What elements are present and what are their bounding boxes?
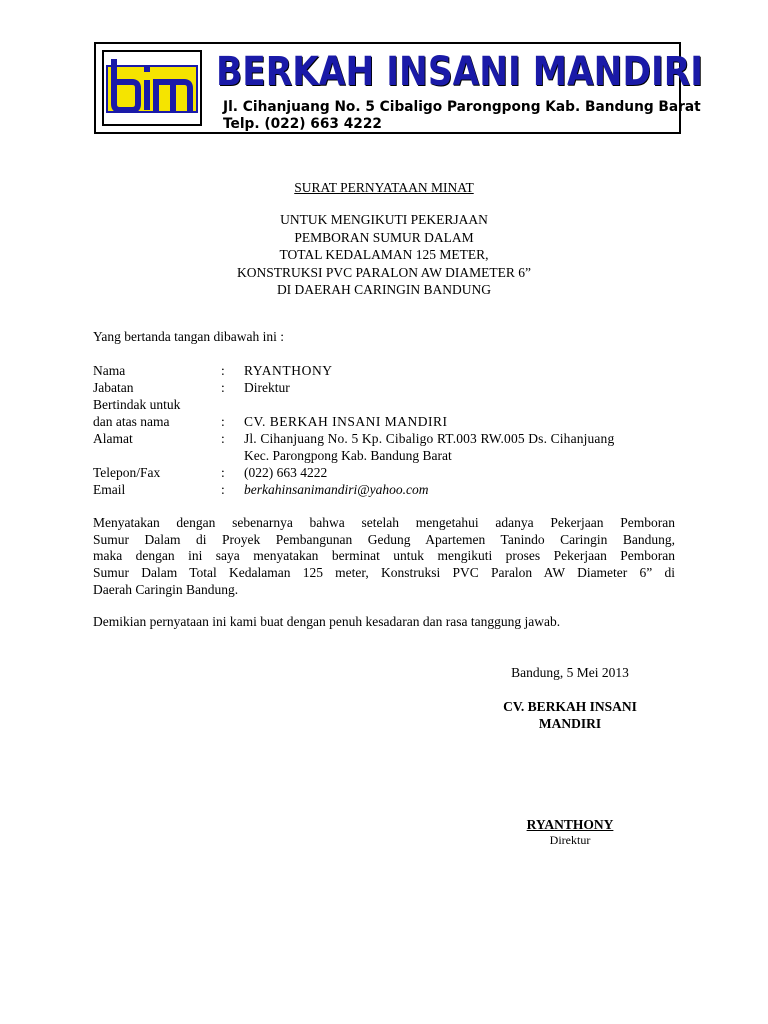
place-date: Bandung, 5 Mei 2013 <box>511 665 629 680</box>
subtitle-line: KONSTRUKSI PVC PARALON AW DIAMETER 6” <box>236 264 532 280</box>
signatory-name: RYANTHONY <box>526 817 614 832</box>
closing-text: Demikian pernyataan ini kami buat dengan penuh kesadaran dan rasa tanggung jawab. <box>93 614 561 629</box>
field-separator: : <box>221 414 225 429</box>
company-name: BERKAH INSANI MANDIRI <box>216 49 704 95</box>
jabatan-label: Jabatan <box>93 380 134 395</box>
bertindak-label: Bertindak untuk <box>93 397 181 412</box>
bim-logo-icon <box>104 52 200 124</box>
signatory-title: Direktur <box>549 833 591 847</box>
field-separator: : <box>221 465 225 480</box>
subtitle-line: TOTAL KEDALAMAN 125 METER, <box>279 247 489 262</box>
intro-text: Yang bertanda tangan dibawah ini : <box>93 329 284 344</box>
nama-label: Nama <box>93 363 126 378</box>
company-address: Jl. Cihanjuang No. 5 Cibaligo Parongpong Kab. Bandung Barat <box>223 99 701 115</box>
letter-title: SURAT PERNYATAAN MINAT <box>294 180 474 195</box>
subtitle-line: UNTUK MENGIKUTI PEKERJAAN <box>280 212 488 227</box>
email-label: Email <box>93 482 126 497</box>
letter-subtitle <box>0 211 768 299</box>
alamat-value: Kec. Parongpong Kab. Bandung Barat <box>244 448 452 463</box>
paragraph-line: Daerah Caringin Bandung. <box>93 581 239 597</box>
paragraph-line: maka dengan ini saya menyatakan berminat untuk mengikuti proses Pekerjaan Pemboran <box>93 548 675 564</box>
paragraph-line: Menyatakan dengan sebenarnya bahwa setelah mengetahui adanya Pekerjaan Pemboran <box>93 515 675 530</box>
nama-value: RYANTHONY <box>244 363 333 378</box>
email-value: berkahinsanimandiri@yahoo.com <box>244 482 429 497</box>
telepon-value: (022) 663 4222 <box>244 465 328 480</box>
alamat-label: Alamat <box>93 431 133 446</box>
signature-company-line: MANDIRI <box>538 716 602 731</box>
company-phone: Telp. (022) 663 4222 <box>223 116 382 132</box>
alamat-value: Jl. Cihanjuang No. 5 Kp. Cibaligo RT.003 RW.005 Ds. Cihanjuang <box>244 431 615 446</box>
field-separator: : <box>221 380 225 395</box>
field-separator: : <box>221 482 225 497</box>
bertindak-value: CV. BERKAH INSANI MANDIRI <box>244 414 448 429</box>
company-logo <box>102 50 202 126</box>
jabatan-value: Direktur <box>244 380 290 395</box>
field-separator: : <box>221 363 225 378</box>
signature-company-line: CV. BERKAH INSANI <box>503 699 637 714</box>
bertindak-label: dan atas nama <box>93 414 170 429</box>
signature-company <box>470 698 670 732</box>
statement-paragraph <box>93 515 675 598</box>
letterhead <box>94 42 704 134</box>
telepon-label: Telepon/Fax <box>93 465 161 480</box>
subtitle-line: PEMBORAN SUMUR DALAM <box>294 229 474 245</box>
paragraph-line: Sumur Dalam di Proyek Pembangunan Gedung Apartemen Tanindo Caringin Bandung, <box>93 531 675 547</box>
subtitle-line: DI DAERAH CARINGIN BANDUNG <box>276 282 492 297</box>
paragraph-line: Sumur Dalam Total Kedalaman 125 meter, Konstruksi PVC Paralon AW Diameter 6” di <box>93 565 675 581</box>
field-separator: : <box>221 431 225 446</box>
